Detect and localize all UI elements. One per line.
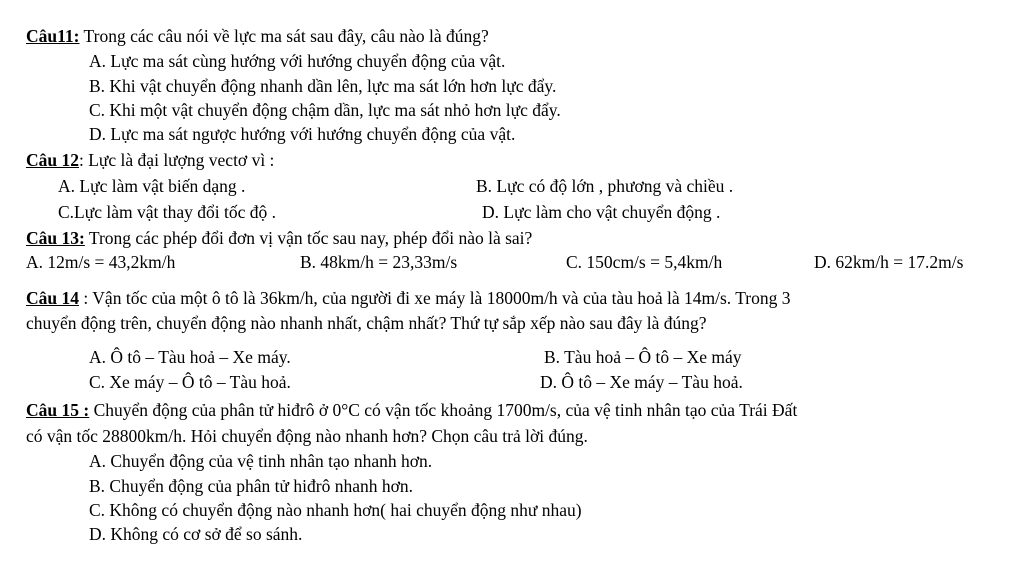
q12-text: : Lực là đại lượng vectơ vì :	[79, 150, 275, 170]
q11-option-d: D. Lực ma sát ngược hướng với hướng chuyển động của vật.	[89, 124, 516, 144]
q13-text: Trong các phép đổi đơn vị vận tốc sau nay, phép đổi nào là sai?	[84, 228, 533, 248]
q11-stem	[26, 24, 489, 48]
q15-text-line1: Chuyển động của phân tử hiđrô ở 0°C có vận tốc khoảng 1700m/s, của vệ tinh nhân tạo của Trái Đất	[89, 400, 798, 420]
q12-option-a: A. Lực làm vật biến dạng .	[58, 176, 246, 196]
q12-option-c: C.Lực làm vật thay đổi tốc độ .	[58, 202, 276, 222]
q11-option-a: A. Lực ma sát cùng hướng với hướng chuyển động của vật.	[89, 51, 506, 71]
q15-text-line2: có vận tốc 28800km/h. Hỏi chuyển động nào nhanh hơn? Chọn câu trả lời đúng.	[26, 426, 588, 446]
q15-option-c: C. Không có chuyển động nào nhanh hơn( hai chuyển động như nhau)	[89, 500, 582, 520]
q14-option-b: B. Tàu hoả – Ô tô – Xe máy	[544, 347, 742, 367]
q11-text: Trong các câu nói về lực ma sát sau đây, câu nào là đúng?	[79, 26, 489, 46]
q15-option-d: D. Không có cơ sở để so sánh.	[89, 524, 303, 544]
q12-option-d: D. Lực làm cho vật chuyển động .	[482, 202, 721, 222]
q13-label: Câu 13:	[26, 228, 85, 248]
q15-stem	[26, 398, 797, 422]
q14-text-line2: chuyển động trên, chuyển động nào nhanh nhất, chậm nhất? Thứ tự sắp xếp nào sau đây là đúng?	[26, 313, 707, 333]
q15-option-b: B. Chuyển động của phân tử hiđrô nhanh hơn.	[89, 476, 413, 496]
q12-label: Câu 12	[26, 150, 79, 170]
q11-option-c: C. Khi một vật chuyển động chậm dần, lực ma sát nhỏ hơn lực đẩy.	[89, 100, 561, 120]
q15-option-a: A. Chuyển động của vệ tinh nhân tạo nhanh hơn.	[89, 451, 433, 471]
q14-label: Câu 14	[26, 288, 79, 308]
q14-option-d: D. Ô tô – Xe máy – Tàu hoả.	[540, 372, 743, 392]
q13-option-b: B. 48km/h = 23,33m/s	[300, 252, 458, 272]
q14-option-c: C. Xe máy – Ô tô – Tàu hoả.	[89, 372, 291, 392]
q13-option-d: D. 62km/h = 17.2m/s	[814, 252, 964, 272]
q11-option-b: B. Khi vật chuyển động nhanh dần lên, lực ma sát lớn hơn lực đẩy.	[89, 76, 557, 96]
q14-stem	[26, 286, 791, 310]
q13-stem	[26, 226, 532, 250]
q12-option-b: B. Lực có độ lớn , phương và chiều .	[476, 176, 734, 196]
q12-stem	[26, 148, 274, 172]
q11-label: Câu11:	[26, 26, 80, 46]
q14-option-a: A. Ô tô – Tàu hoả – Xe máy.	[89, 347, 291, 367]
q14-text-line1: : Vận tốc của một ô tô là 36km/h, của người đi xe máy là 18000m/h và của tàu hoả là 14m/s. Trong 3	[79, 288, 791, 308]
q13-option-a: A. 12m/s = 43,2km/h	[26, 252, 176, 272]
q13-option-c: C. 150cm/s = 5,4km/h	[566, 252, 723, 272]
q15-label: Câu 15 :	[26, 400, 90, 420]
